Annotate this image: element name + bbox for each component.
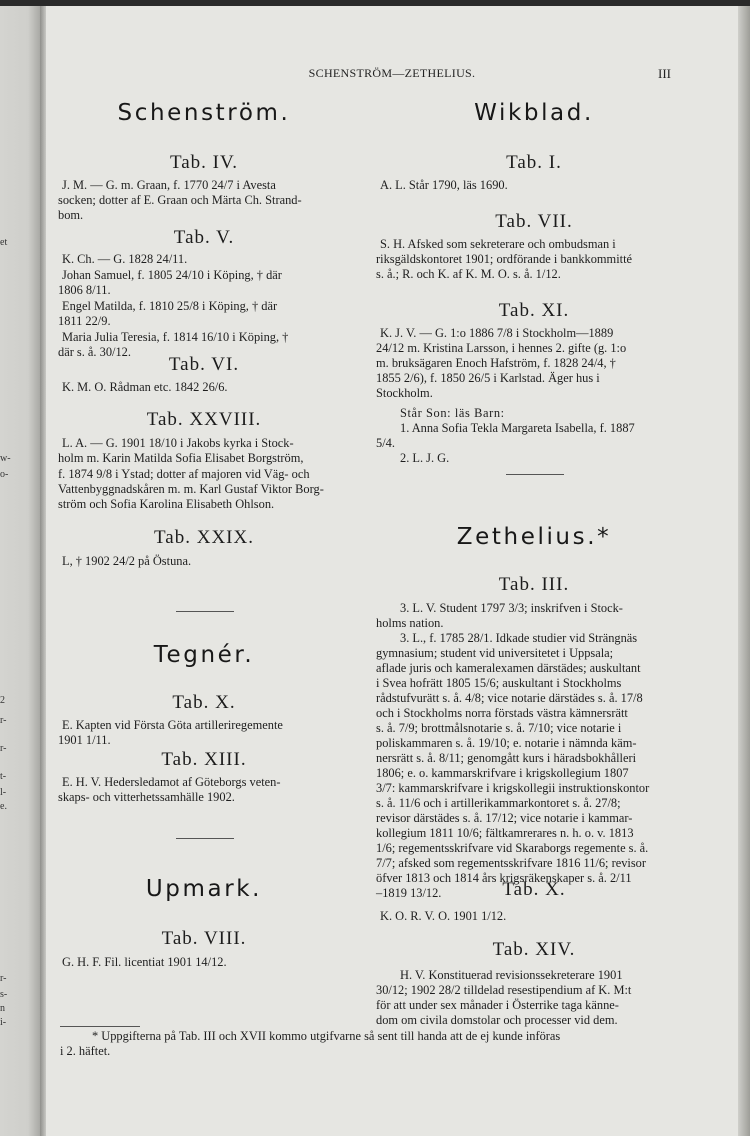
entry-line: –1819 13/12. (376, 886, 442, 900)
family-heading-upmark: Upmark. (145, 876, 263, 902)
entry-line: 3. L., f. 1785 28/1. Idkade studier vid Strängnäs (400, 631, 638, 645)
entry-line: öfver 1813 och 1814 års krigsräkenskaper s. å. 2/11 (376, 871, 632, 885)
left-page-edge (0, 6, 40, 1136)
entry-line: K. O. R. V. O. 1901 1/12. (380, 909, 507, 923)
tab-heading: Tab. XXIX. (154, 527, 254, 548)
entry-line: 7/7; afsked som regementsskrifvare 1816 11/6; revisor (376, 856, 647, 870)
entry-line: 5/4. (376, 436, 395, 450)
entry-line: Stockholm. (376, 386, 433, 400)
left-page-fragment: r- (0, 973, 7, 984)
entry-line: riksgäldskontoret 1901; ordförande i bankkommitté (376, 252, 633, 266)
entry-line: 1/6; regementsskrifvare vid Skaraborgs regemente s. å. (376, 841, 649, 855)
entry-line: G. H. F. Fil. licentiat 1901 14/12. (62, 955, 227, 969)
tab-heading: Tab. IV. (169, 152, 239, 173)
tab-heading: Tab. I. (506, 152, 562, 173)
book-page (46, 6, 738, 1136)
tab-heading: Tab. XIV. (492, 939, 576, 960)
entry-line: bom. (58, 208, 84, 222)
footnote-line: i 2. häftet. (60, 1044, 111, 1058)
left-page-fragment: r- (0, 743, 7, 754)
entry-line: 1855 2/6), f. 1850 26/5 i Karlstad. Äger hus i (376, 371, 600, 385)
tab-heading: Tab. XIII. (161, 749, 247, 770)
entry-line: 2. L. J. G. (400, 451, 450, 465)
entry-line: 1811 22/9. (58, 314, 111, 328)
entry-line: kollegium 1811 10/6; fältkamrerares n. h. o. v. 1813 (376, 826, 634, 840)
entry-line: 1806; e. o. kammarskrifvare i krigskollegium 1807 (376, 766, 629, 780)
entry-line: Vattenbyggnadskåren m. m. Karl Gustaf Viktor Borg- (58, 482, 324, 496)
tab-heading: Tab. VII. (495, 211, 573, 232)
entry-line: holms nation. (376, 616, 444, 630)
entry-line: H. V. Konstituerad revisionssekreterare 1901 (400, 968, 623, 982)
entry-line: gymnasium; student vid universitetet i Uppsala; (376, 646, 614, 660)
entry-line: K. Ch. — G. 1828 24/11. (62, 252, 188, 266)
entry-line: där s. å. 30/12. (58, 345, 131, 359)
entry-line: socken; dotter af E. Graan och Märta Ch. Strand- (58, 193, 302, 207)
family-heading-schenstrom: Schenström. (117, 100, 291, 126)
tab-heading: Tab. V. (173, 227, 235, 248)
entry-line: S. H. Afsked som sekreterare och ombudsman i (380, 237, 616, 251)
entry-line: ström och Sofia Karolina Elisabeth Ohlson. (58, 497, 275, 511)
entry-line: m. bruksägaren Enoch Hafström, f. 1828 24/4, † (376, 356, 616, 370)
tab-heading: Tab. X. (172, 692, 236, 713)
left-page-fragment: o- (0, 469, 9, 480)
left-page-fragment: i- (0, 1017, 7, 1028)
entry-line: Maria Julia Teresia, f. 1814 16/10 i Köping, † (62, 330, 289, 344)
tab-heading: Tab. VIII. (161, 928, 247, 949)
section-divider (176, 611, 234, 612)
entry-line: 3/7: kammarskrifvare i krigskollegii instruktionskontor (376, 781, 650, 795)
page-number: III (658, 66, 671, 81)
tab-heading: Tab. XXVIII. (146, 409, 262, 430)
entry-line: poliskammaren s. å. 19/10; e. notarie i nämnda käm- (376, 736, 637, 750)
running-head: SCHENSTRÖM—ZETHELIUS. (308, 66, 476, 80)
family-heading-wikblad: Wikblad. (474, 100, 594, 126)
footnote-rule (60, 1026, 140, 1027)
left-page-fragment: n (0, 1003, 5, 1014)
section-divider (176, 838, 234, 839)
entry-line: J. M. — G. m. Graan, f. 1770 24/7 i Avesta (62, 178, 276, 192)
tab-heading: Tab. VI. (168, 354, 240, 375)
entry-line: K. J. V. — G. 1:o 1886 7/8 i Stockholm—1889 (380, 326, 614, 340)
entry-line: 1806 8/11. (58, 283, 111, 297)
section-divider (506, 474, 564, 475)
entry-line: s. å. 11/6 och i artillerikammarkontoret s. å. 27/8; (376, 796, 621, 810)
entry-line: 30/12; 1902 28/2 tilldelad resestipendium af K. M:t (376, 983, 632, 997)
left-page-fragment: 2 (0, 695, 5, 706)
entry-line: 24/12 m. Kristina Larsson, i hennes 2. gifte (g. 1:o (376, 341, 627, 355)
entry-line: L. A. — G. 1901 18/10 i Jakobs kyrka i Stock- (62, 436, 294, 450)
entry-line: 1901 1/11. (58, 733, 111, 747)
entry-line: nersrätt s. å. 8/11; genomgått kurs i häradsbokhålleri (376, 751, 637, 765)
entry-line: K. M. O. Rådman etc. 1842 26/6. (62, 380, 228, 394)
entry-line: E. H. V. Hedersledamot af Göteborgs veten- (62, 775, 281, 789)
entry-line: revisor därstädes s. å. 17/12; vice notarie i kammar- (376, 811, 633, 825)
left-page-fragment: t- (0, 771, 7, 782)
entry-line: holm m. Karin Matilda Sofia Elisabet Borgström, (58, 451, 304, 465)
entry-line: A. L. Står 1790, läs 1690. (380, 178, 508, 192)
left-page-fragment: s- (0, 989, 8, 1000)
entry-line: 3. L. V. Student 1797 3/3; inskrifven i Stock- (400, 601, 623, 615)
entry-line: s. å.; R. och K. af K. M. O. s. å. 1/12. (376, 267, 561, 281)
entry-line: och i Stockholms norra förstads västra kämnersrätt (376, 706, 628, 720)
entry-line: aflade juris och kameralexamen därstädes; auskultant (376, 661, 641, 675)
entry-line: dom om civila domstolar och processer vid dem. (376, 1013, 618, 1027)
entry-line: 1. Anna Sofia Tekla Margareta Isabella, f. 1887 (400, 421, 635, 435)
left-page-fragment: w- (0, 453, 11, 464)
entry-line: f. 1874 9/8 i Ystad; dotter af majoren vid Väg- och (58, 467, 310, 481)
tab-heading: Tab. III. (498, 574, 570, 595)
entry-line: skaps- och vitterhetssamhälle 1902. (58, 790, 235, 804)
entry-line: i Svea hofrätt 1805 15/6; auskultant i Stockholms (376, 676, 622, 690)
tab-heading: Tab. XI. (498, 300, 570, 321)
family-heading-tegner: Tegnér. (153, 642, 255, 668)
tab-heading: Tab. X. (502, 879, 566, 900)
entry-line: E. Kapten vid Första Göta artilleriregemente (62, 718, 283, 732)
left-page-fragment: r- (0, 715, 7, 726)
family-heading-zethelius: Zethelius.* (456, 524, 612, 550)
entry-line: Engel Matilda, f. 1810 25/8 i Köping, † där (62, 299, 278, 313)
entry-line: Står Son: läs Barn: (400, 406, 505, 420)
entry-line: L, † 1902 24/2 på Östuna. (62, 554, 192, 568)
entry-line: för att under sex månader i Österrike taga känne- (376, 998, 619, 1012)
footnote-line: * Uppgifterna på Tab. III och XVII kommo utgifvarne så sent till handa att de ej kunde införas (92, 1029, 561, 1043)
left-page-fragment: l- (0, 787, 7, 798)
entry-line: s. å. 7/9; brottmålsnotarie s. å. 7/10; vice notarie i (376, 721, 622, 735)
right-page-edge (738, 6, 750, 1136)
left-page-fragment: e. (0, 801, 7, 812)
left-page-fragment: et (0, 237, 8, 248)
entry-line: rådstufvurätt s. å. 4/8; vice notarie därstädes s. å. 17/8 (376, 691, 643, 705)
entry-line: Johan Samuel, f. 1805 24/10 i Köping, † där (62, 268, 282, 282)
